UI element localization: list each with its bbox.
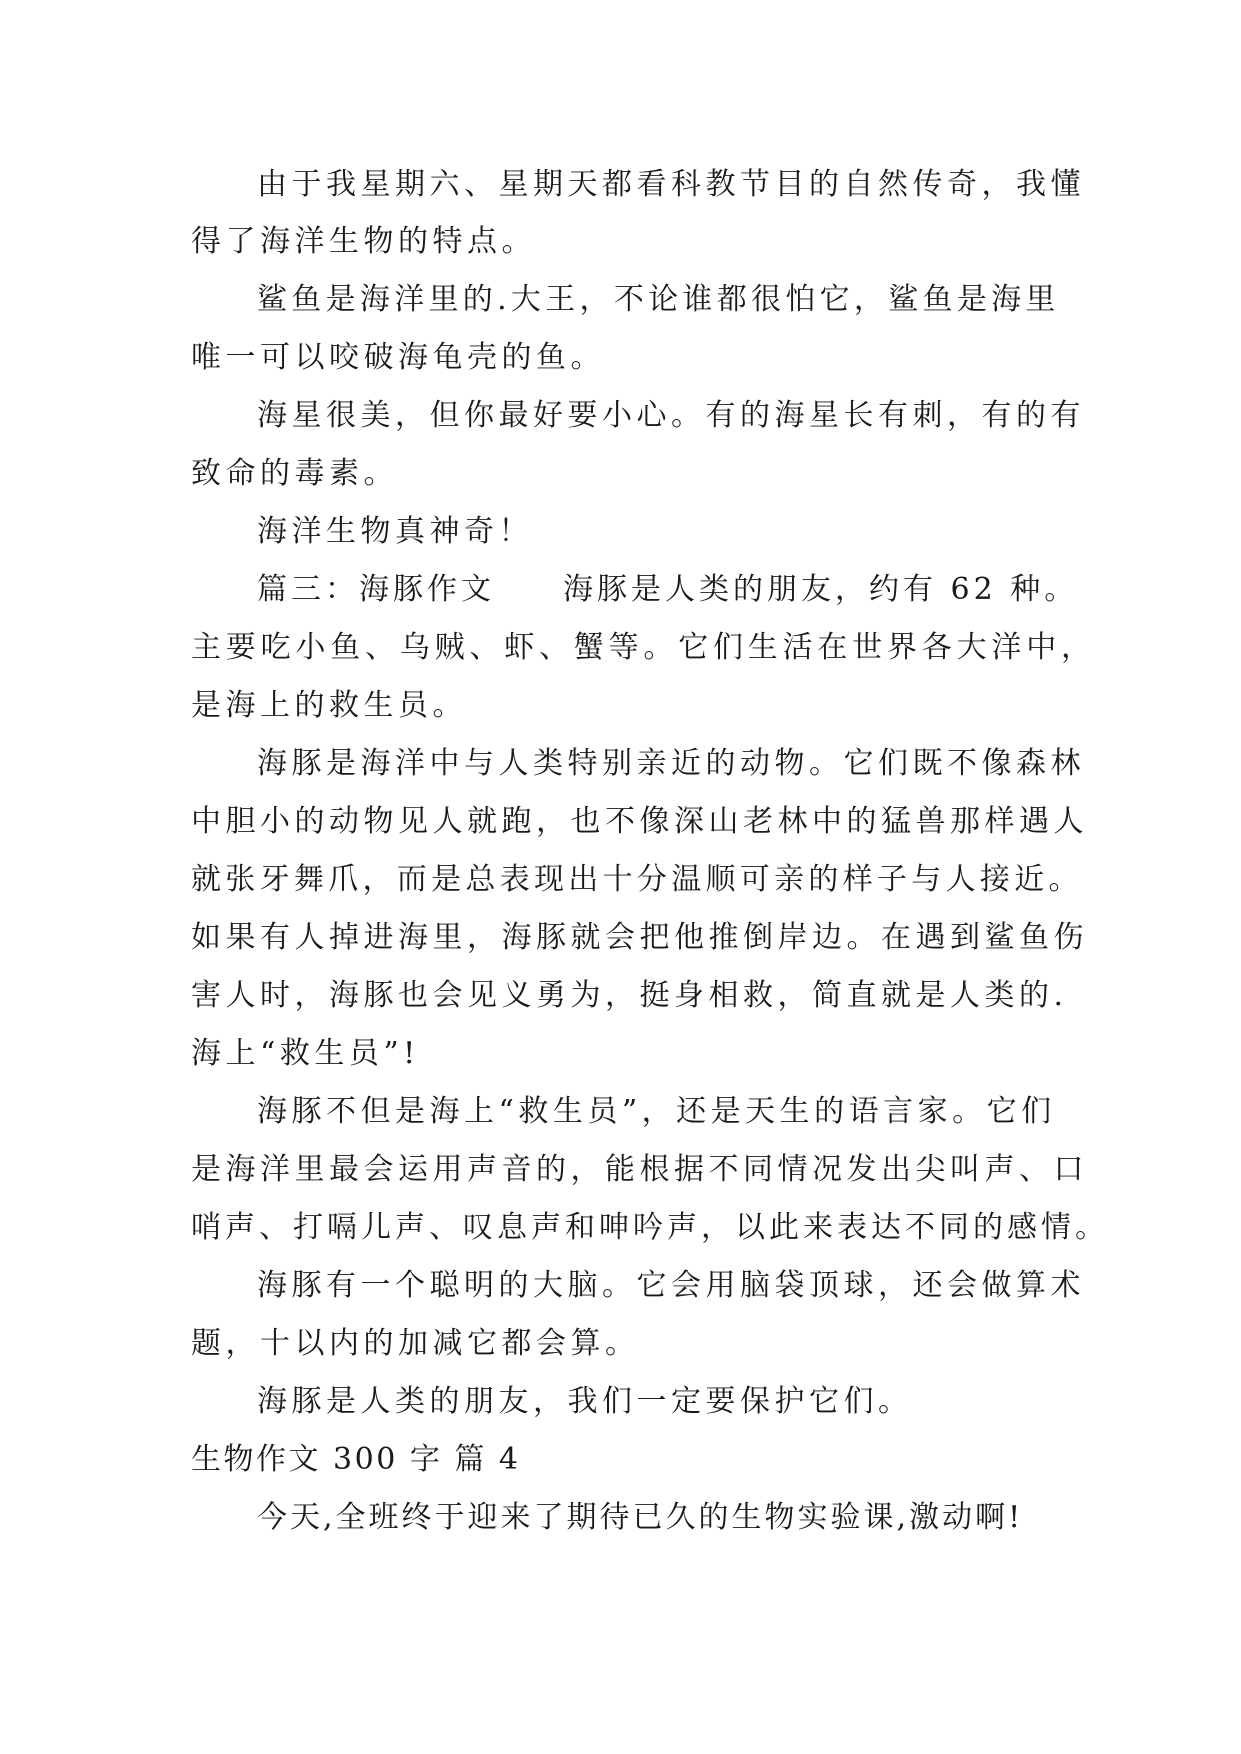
paragraph-line: 致命的毒素。 [191, 456, 398, 491]
paragraph-line: 就张牙舞爪，而是总表现出十分温顺可亲的样子与人接近。 [191, 862, 1083, 897]
paragraph-line: 哨声、打嗝儿声、叹息声和呻吟声，以此来表达不同的感情。 [191, 1210, 1109, 1245]
paragraph-line: 是海洋里最会运用声音的，能根据不同情况发出尖叫声、口 [191, 1152, 1088, 1187]
paragraph-line: 唯一可以咬破海龟壳的鱼。 [191, 340, 605, 375]
paragraph-line: 是海上的救生员。 [191, 688, 467, 723]
paragraph-line: 如果有人掉进海里，海豚就会把他推倒岸边。在遇到鲨鱼伤 [191, 920, 1088, 955]
paragraph-line: 篇三：海豚作文 海豚是人类的朋友，约有 62 种。 [257, 572, 1079, 607]
paragraph-line: 害人时，海豚也会见义勇为，挺身相救，简直就是人类的. [191, 978, 1068, 1013]
paragraph-line: 今天,全班终于迎来了期待已久的生物实验课,激动啊! [257, 1500, 1024, 1535]
paragraph-line: 海豚是人类的朋友，我们一定要保护它们。 [257, 1384, 913, 1419]
paragraph-line: 鲨鱼是海洋里的.大王，不论谁都很怕它，鲨鱼是海里 [257, 282, 1060, 317]
paragraph-line: 海洋生物真神奇！ [257, 514, 533, 549]
section-heading: 生物作文 300 字 篇 4 [191, 1442, 521, 1477]
paragraph-line: 海上“救生员”! [191, 1036, 420, 1071]
paragraph-line: 得了海洋生物的特点。 [191, 224, 536, 259]
paragraph-line: 题，十以内的加减它都会算。 [191, 1326, 640, 1361]
paragraph-line: 主要吃小鱼、乌贼、虾、蟹等。它们生活在世界各大洋中， [191, 630, 1096, 665]
paragraph-line: 海豚是海洋中与人类特别亲近的动物。它们既不像森林 [257, 746, 1085, 781]
paragraph-line: 中胆小的动物见人就跑，也不像深山老林中的猛兽那样遇人 [191, 804, 1088, 839]
paragraph-line: 由于我星期六、星期天都看科教节目的自然传奇，我懂 [257, 167, 1085, 202]
paragraph-line: 海豚不但是海上“救生员”，还是天生的语言家。它们 [257, 1094, 1056, 1129]
paragraph-line: 海星很美，但你最好要小心。有的海星长有刺，有的有 [257, 398, 1085, 433]
paragraph-line: 海豚有一个聪明的大脑。它会用脑袋顶球，还会做算术 [257, 1268, 1085, 1303]
